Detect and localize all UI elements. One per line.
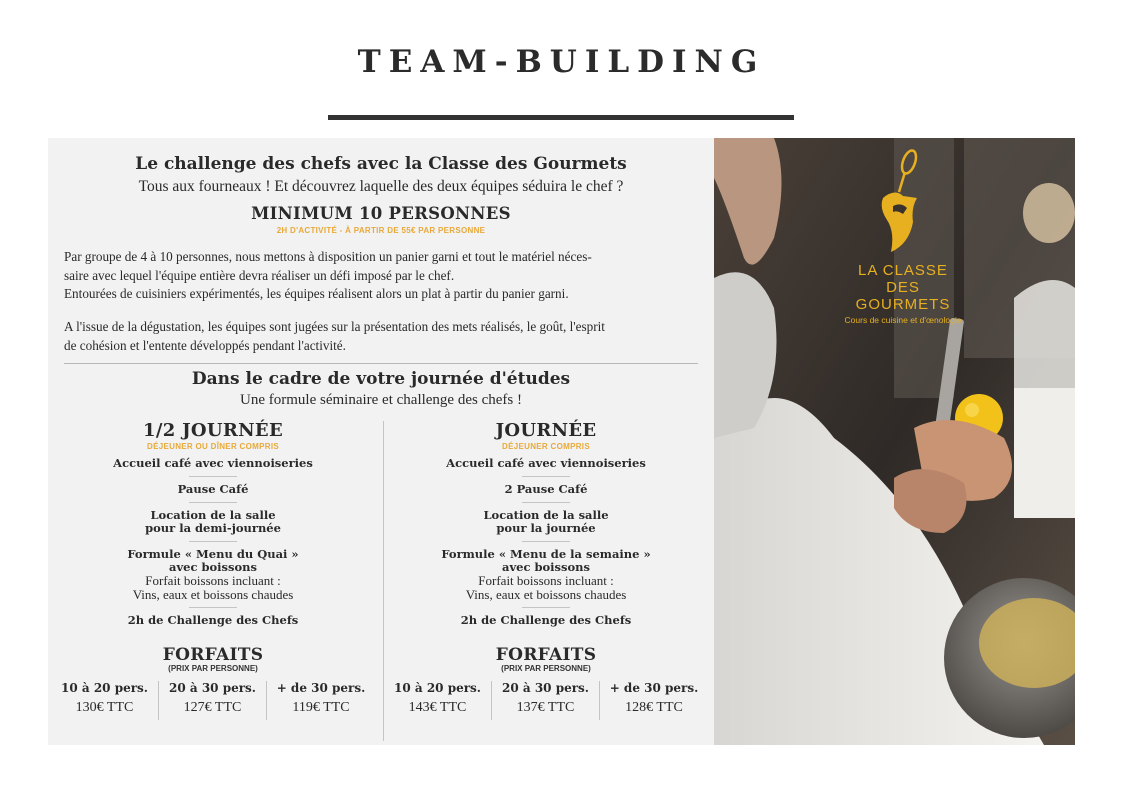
section-divider bbox=[64, 363, 698, 364]
item-separator bbox=[522, 541, 570, 542]
description-paragraph-2 bbox=[64, 318, 704, 355]
full-day-note: DÉJEUNER COMPRIS bbox=[502, 442, 590, 451]
half-day-note: DÉJEUNER OU DÎNER COMPRIS bbox=[147, 442, 279, 451]
chef-photo bbox=[714, 138, 1075, 745]
half-day-price-table bbox=[48, 681, 378, 720]
price-value: 128€ TTC bbox=[625, 700, 683, 715]
list-item-detail: Forfait boissons incluant : bbox=[145, 573, 281, 588]
etudes-heading: Dans le cadre de votre journée d'études bbox=[191, 369, 571, 389]
paragraph-line: saire avec lequel l'équipe entière devra réaliser un défi imposé par le chef. bbox=[64, 267, 455, 283]
minimum-note: 2H D'ACTIVITÉ - À PARTIR DE 55€ PAR PERSONNE bbox=[276, 226, 486, 235]
price-value: 130€ TTC bbox=[75, 700, 134, 715]
list-item-detail: Vins, eaux et boissons chaudes bbox=[132, 586, 294, 602]
list-item: avec boissons bbox=[502, 560, 590, 574]
price-tier-label: 20 à 30 pers. bbox=[169, 681, 256, 695]
item-separator bbox=[189, 541, 237, 542]
list-item: Pause Café bbox=[177, 482, 249, 496]
price-tier-label: + de 30 pers. bbox=[609, 681, 699, 695]
price-cell bbox=[384, 681, 492, 720]
price-value: 143€ TTC bbox=[408, 700, 467, 715]
list-item: Formule « Menu de la semaine » bbox=[441, 547, 651, 561]
full-day-price-table bbox=[381, 681, 711, 720]
paragraph-line: Par groupe de 4 à 10 personnes, nous mettons à disposition un panier garni et tout le matériel néces- bbox=[64, 249, 592, 264]
paragraph-line: de cohésion et l'entente développés pendant l'activité. bbox=[64, 337, 346, 353]
list-item: 2 Pause Café bbox=[504, 482, 588, 496]
price-cell bbox=[159, 681, 267, 720]
logo-tagline: Cours de cuisine et d'œnologie bbox=[844, 315, 962, 325]
list-item: Location de la salle bbox=[483, 508, 609, 522]
price-tier-label: 10 à 20 pers. bbox=[394, 681, 481, 695]
item-separator bbox=[522, 607, 570, 608]
title-rule bbox=[328, 115, 794, 120]
logo-name-line-2: DES GOURMETS bbox=[855, 279, 951, 313]
full-day-forfaits-heading: FORFAITS bbox=[495, 645, 597, 665]
etudes-subheading: Une formule séminaire et challenge des chefs ! bbox=[240, 392, 522, 408]
content-panel bbox=[48, 138, 714, 745]
full-day-column bbox=[381, 420, 711, 720]
paragraph-line: Entourées de cuisiniers expérimentés, les équipes réalisent alors un plat à partir du panier garni. bbox=[64, 286, 569, 301]
half-day-items bbox=[48, 457, 378, 627]
price-tier-label: 10 à 20 pers. bbox=[61, 681, 148, 695]
list-item: Location de la salle bbox=[150, 508, 276, 522]
challenge-heading: Le challenge des chefs avec la Classe des Gourmets bbox=[135, 154, 627, 174]
list-item: pour la journée bbox=[496, 521, 596, 535]
page-title: TEAM-BUILDING bbox=[357, 44, 766, 80]
list-item-detail: Vins, eaux et boissons chaudes bbox=[465, 586, 627, 602]
item-separator bbox=[189, 607, 237, 608]
list-item: 2h de Challenge des Chefs bbox=[127, 613, 299, 627]
half-day-column bbox=[48, 420, 378, 720]
item-separator bbox=[189, 476, 237, 477]
description-paragraph-1 bbox=[64, 248, 704, 304]
full-day-items bbox=[381, 457, 711, 627]
item-separator bbox=[522, 502, 570, 503]
full-day-forfaits-note: (PRIX PAR PERSONNE) bbox=[501, 664, 591, 673]
half-day-forfaits-note: (PRIX PAR PERSONNE) bbox=[168, 664, 258, 673]
half-day-forfaits-heading: FORFAITS bbox=[162, 645, 264, 665]
list-item: Formule « Menu du Quai » bbox=[127, 547, 299, 561]
list-item-detail: Forfait boissons incluant : bbox=[478, 573, 614, 588]
minimum-heading: MINIMUM 10 PERSONNES bbox=[251, 204, 511, 223]
price-tier-label: 20 à 30 pers. bbox=[502, 681, 589, 695]
list-item: 2h de Challenge des Chefs bbox=[460, 613, 632, 627]
price-value: 127€ TTC bbox=[183, 700, 242, 715]
price-cell bbox=[51, 681, 159, 720]
list-item: Accueil café avec viennoiseries bbox=[446, 456, 646, 470]
list-item: avec boissons bbox=[169, 560, 257, 574]
whisk-chef-icon bbox=[873, 148, 933, 258]
price-cell bbox=[492, 681, 600, 720]
logo-name-line-1: LA CLASSE bbox=[858, 262, 948, 279]
half-day-title: 1/2 JOURNÉE bbox=[143, 420, 283, 441]
list-item: Accueil café avec viennoiseries bbox=[113, 456, 313, 470]
full-day-title: JOURNÉE bbox=[495, 420, 597, 441]
price-value: 119€ TTC bbox=[292, 700, 350, 715]
paragraph-line: A l'issue de la dégustation, les équipes sont jugées sur la présentation des mets réalisés, le goût, l'esprit bbox=[64, 319, 605, 334]
brand-logo bbox=[838, 148, 968, 325]
price-cell bbox=[600, 681, 708, 720]
item-separator bbox=[189, 502, 237, 503]
list-item: pour la demi-journée bbox=[145, 521, 281, 535]
item-separator bbox=[522, 476, 570, 477]
price-tier-label: + de 30 pers. bbox=[276, 681, 366, 695]
price-cell bbox=[267, 681, 375, 720]
price-value: 137€ TTC bbox=[516, 700, 575, 715]
challenge-subheading: Tous aux fourneaux ! Et découvrez laquelle des deux équipes séduira le chef ? bbox=[138, 178, 624, 195]
